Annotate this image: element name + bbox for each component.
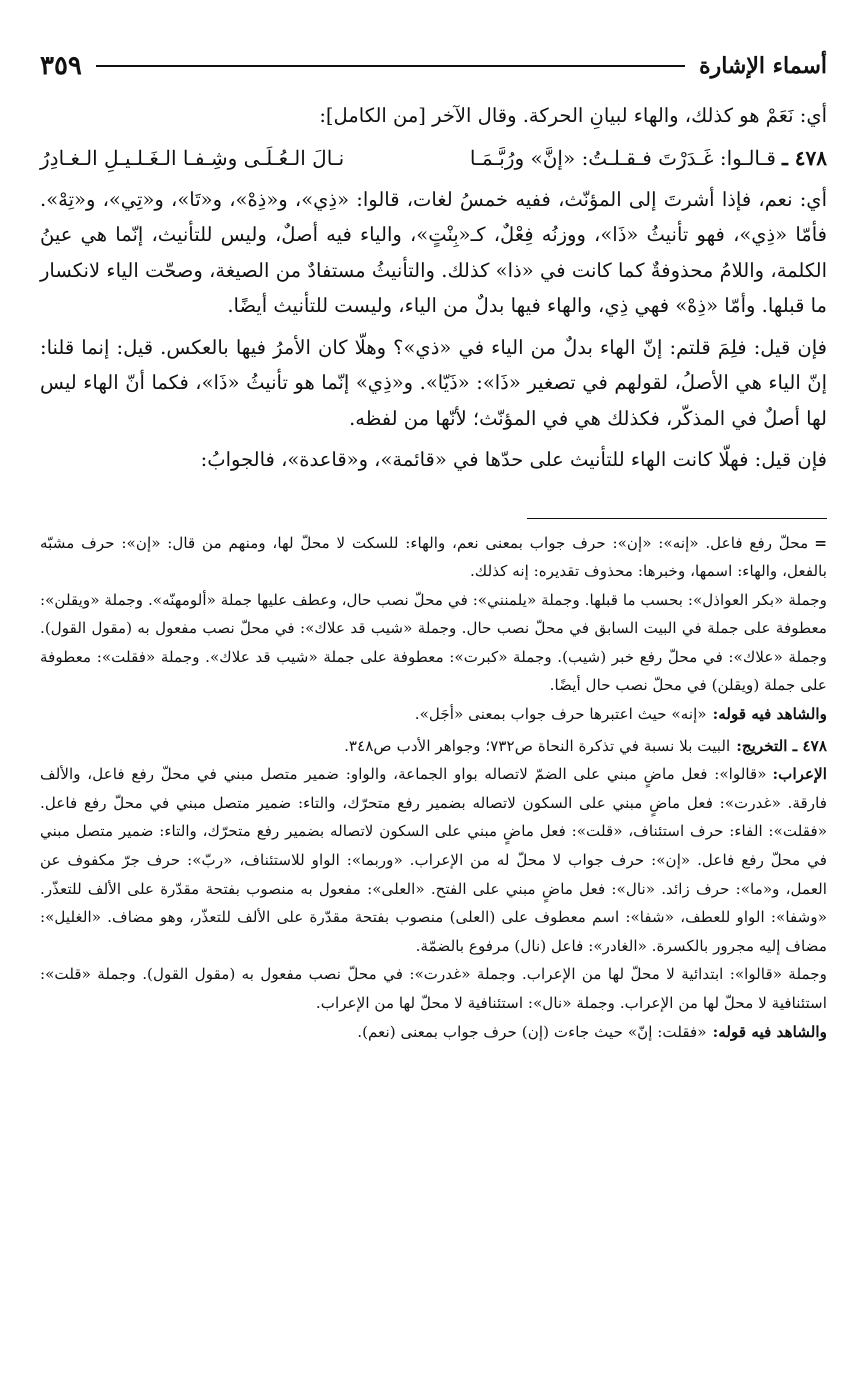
footnote-text: «قالوا»: فعل ماضٍ مبني على الضمّ لاتصاله بواو الجماعة، والواو: ضمير متصل مبني في محلّ رفع فاعل، والألف فارقة. «غدرت»: فعل ماضٍ مبني على السكون لاتصاله بضمير رفع متحرّك، والتاء: ضمير متصل مبني في محلّ رفع فاعل. «فقلت»: الفاء: حرف استئناف، «قلت»: فعل ماضٍ مبني على السكون لاتصاله بضمير رفع متحرّك، والتاء: ضمير متصل مبني في محلّ رفع فاعل. «إن»: حرف جواب لا محلّ له من الإعراب. «وربما»: الواو للاستئناف، «ربّ»: حرف جرّ مكفوف عن العمل، و«ما»: حرف زائد. «نال»: فعل ماضٍ مبني على الفتح. «العلى»: مفعول به منصوب بفتحة مقدّرة على الألف للتعذّر. «وشفا»: الواو للعطف، «شفا»: اسم معطوف على (العلى) منصوب بفتحة مقدّرة على الألف للتعذّر، وهو مضاف. «الغليل»: مضاف إليه مجرور بالكسرة. «الغادر»: فاعل (نال) مرفوع بالضمّة. (40, 765, 827, 955)
footnote-label: الإعراب: (772, 765, 827, 784)
footnote-label: ٤٧٨ ـ التخريج: (736, 736, 827, 755)
paragraph: فإن قيل: فلِمَ قلتم: إنّ الهاء بدلٌ من الياء في «ذي»؟ وهلّا كان الأمرُ فيها بالعكس. قيل: إنما قلنا: إنّ الياء هي الأصلُ، لقولهم في تصغير «ذَا»: «ذَيّا». و«ذِي» إنّما هو تأنيثُ «ذَا»، فكما أنّ الهاء ليس لها أصلٌ في المذكّر، فكذلك هي في المؤنّث؛ لأنّها من لفظه. (40, 335, 827, 430)
footnotes (40, 529, 827, 1047)
paragraph: أي: نَعَمْ هو كذلك، والهاء لبيانِ الحركة. وقال الآخر [من الكامل]: (319, 104, 827, 127)
continuation-mark: = (814, 533, 827, 552)
footnote-paragraph: وجملة «بكر العواذل»: بحسب ما قبلها. وجملة «يلمنني»: في محلّ نصب حال، وعطف عليها جملة «ألومهنّه». وجملة «ويقلن»: معطوفة على جملة في البيت السابق في محلّ نصب حال. وجملة «شيب قد علاك»: في محلّ نصب مفعول به (مقول القول). وجملة «علاك»: في محلّ رفع خبر (شيب). وجملة «كبرت»: معطوفة على جملة «شيب قد علاك». وجملة «فقلت»: معطوفة على جملة (ويقلن) في محلّ نصب حال أيضًا. (40, 590, 827, 695)
verse-number: ٤٧٨ ـ (781, 145, 827, 170)
footnote-paragraph (40, 760, 827, 960)
main-text (40, 98, 827, 478)
footnote-text: «إنه» حيث اعتبرها حرف جواب بمعنى «أجَل». (414, 705, 707, 724)
verse-second-hemistich: نـالَ الـعُـلَـى وشِـفـا الـغَـلـيـلِ الـغـادِرُ (40, 145, 345, 170)
footnote-text: «فقلت: إنّ» حيث جاءت (إن) حرف جواب بمعنى (نعم). (357, 1022, 707, 1041)
footnote-paragraph (40, 1018, 827, 1047)
paragraph: أي: نعم، فإذا أشرتَ إلى المؤنّث، ففيه خمسُ لغات، قالوا: «ذِي»، و«ذِهْ»، و«تَا»، و«تِي»، و«تِهْ». فأمّا «ذِي»، فهو تأنيثُ «ذَا»، ووزنُه فِعْلٌ، كـ«بِنْتٍ»، والياء فيه أصلٌ، وليس للتأنيث، إنّما هي عينُ الكلمة، واللامُ محذوفةٌ كما كانت في «ذا» كذلك. والتأنيثُ مستفادٌ من الصيغة، وصحّت الياء لانكسار ما قبلها. وأمّا «ذِهْ» فهي ذِي، والهاء فيها بدلٌ من الياء، وليست للتأنيث أيضًا. (40, 187, 827, 317)
footnote-label: والشاهد فيه قوله: (712, 705, 827, 724)
chapter-title: أسماء الإشارة (699, 53, 827, 79)
poetry-verse (40, 140, 827, 176)
header-rule (96, 65, 685, 67)
footnote-paragraph (40, 732, 827, 761)
running-header (40, 42, 827, 90)
footnote-text: محلّ رفع فاعل. «إنه»: «إن»: حرف جواب بمعنى نعم، والهاء: للسكت لا محلّ لها، ومنهم من قال: «إن»: حرف مشبّه بالفعل، والهاء: اسمها، وخبرها: محذوف تقديره: إنه كذلك. (40, 533, 827, 581)
page-number: ٣٥٩ (40, 51, 82, 81)
paragraph: فإن قيل: فهلّا كانت الهاء للتأنيث على حدّها في «قائمة»، و«قاعدة»، فالجوابُ: (200, 448, 827, 471)
footnote-paragraph: وجملة «قالوا»: ابتدائية لا محلّ لها من الإعراب. وجملة «غدرت»: في محلّ نصب مفعول به (مقول القول). وجملة «قلت»: استئنافية لا محلّ لها من الإعراب. وجملة «نال»: استئنافية لا محلّ لها من الإعراب. (40, 965, 827, 1012)
footnote-paragraph (40, 529, 827, 586)
footnote-divider (527, 518, 827, 519)
footnote-text: البيت بلا نسبة في تذكرة النحاة ص٧٣٢؛ وجواهر الأدب ص٣٤٨. (344, 736, 731, 755)
footnote-paragraph (40, 700, 827, 729)
footnote-label: والشاهد فيه قوله: (712, 1022, 827, 1041)
verse-first-hemistich: قـالـوا: غَـدَرْتَ فـقـلـتُ: «إنَّ» ورُبَّـمَـا (469, 145, 776, 170)
